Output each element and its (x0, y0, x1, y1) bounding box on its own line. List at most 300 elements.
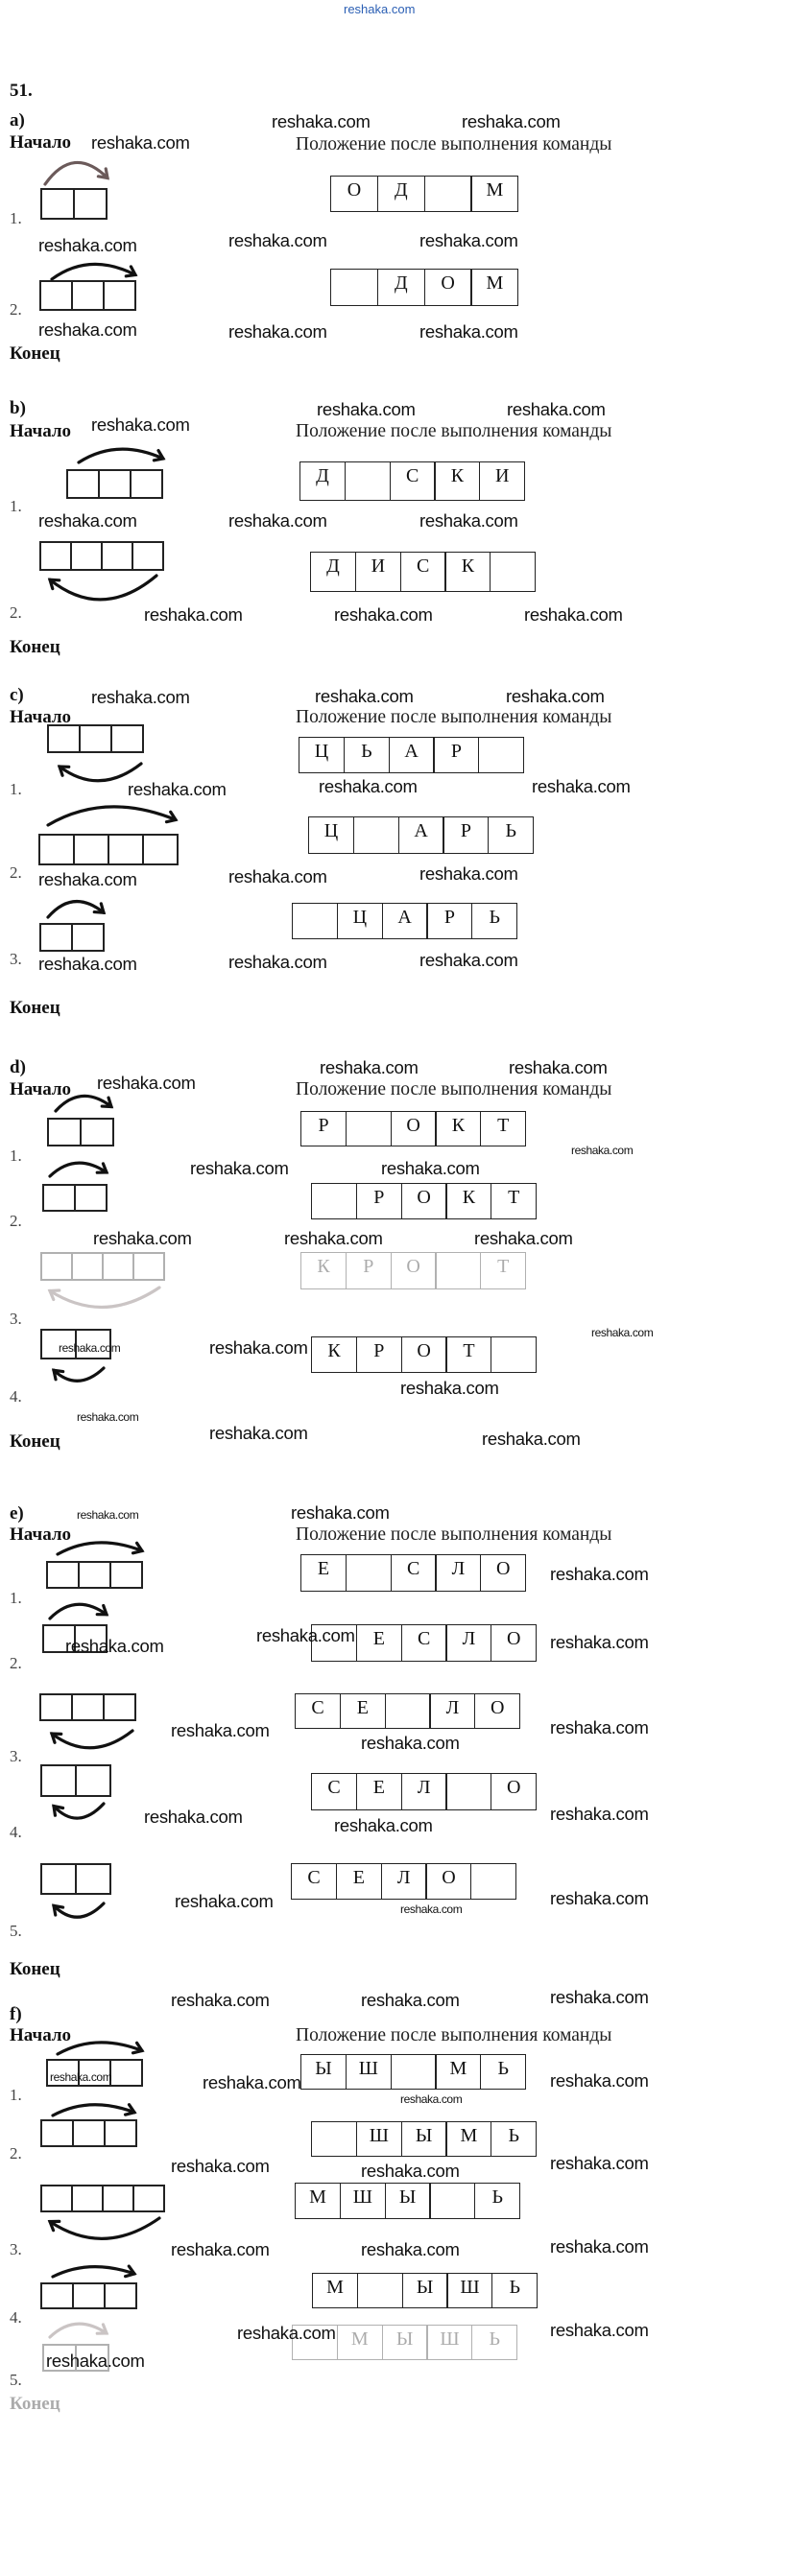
command-cells (42, 2344, 109, 2372)
result-cell: О (391, 1111, 437, 1146)
watermark: reshaka.com (91, 414, 190, 435)
result-cell: М (470, 176, 518, 212)
result-cell (346, 1554, 392, 1592)
arrow-curve (58, 2043, 142, 2054)
result-cell: Ы (382, 2325, 428, 2360)
curved-left-arrow-icon (50, 1804, 106, 1820)
command-cell (103, 1693, 136, 1721)
watermark: reshaka.com (474, 1228, 573, 1248)
command-cell (80, 1118, 114, 1146)
end-label: Конец (10, 998, 60, 1018)
curved-left-arrow-icon (46, 576, 158, 603)
watermark: reshaka.com (571, 1144, 634, 1157)
result-cells (295, 1693, 520, 1729)
watermark: reshaka.com (144, 604, 243, 625)
command-cell (102, 2185, 134, 2212)
watermark: reshaka.com (46, 2351, 145, 2371)
watermark: reshaka.com (361, 1990, 460, 2010)
curved-right-arrow-icon (77, 447, 166, 462)
curved-right-arrow-icon (46, 899, 107, 917)
result-cell: Ь (491, 2121, 537, 2157)
row-number: 1. (10, 780, 22, 798)
row-number: 1. (10, 2086, 22, 2104)
result-cell: Ь (471, 903, 517, 939)
command-cell (47, 1118, 82, 1146)
result-cell: Р (356, 1183, 402, 1219)
result-cell: К (444, 552, 491, 592)
result-cell: Ы (385, 2183, 431, 2219)
command-cell (40, 1764, 77, 1797)
site-link[interactable]: reshaka.com (344, 2, 416, 16)
end-label: Конец (10, 1431, 60, 1452)
row-number: 4. (10, 1387, 22, 1406)
command-cell (40, 188, 75, 220)
result-cell: С (390, 461, 436, 501)
result-heading: Положение после выполнения команды (296, 1079, 612, 1099)
command-cell (110, 724, 144, 753)
watermark: reshaka.com (77, 1410, 139, 1424)
command-cells (40, 1329, 111, 1359)
command-cell (66, 469, 100, 499)
result-cell: Д (299, 461, 346, 501)
watermark: reshaka.com (506, 686, 605, 706)
watermark: reshaka.com (550, 1987, 649, 2007)
curved-left-arrow-icon (56, 764, 143, 783)
result-cell: Е (336, 1863, 382, 1900)
command-cell (104, 2282, 137, 2309)
result-cell: Д (377, 269, 425, 306)
result-cell: С (391, 1554, 437, 1592)
command-cells (46, 1561, 143, 1589)
result-cells (300, 1252, 526, 1289)
curved-left-arrow-icon (50, 1368, 106, 1383)
command-cell (75, 1764, 111, 1797)
result-cell (330, 269, 378, 306)
result-cell: Ш (446, 2273, 492, 2308)
watermark: reshaka.com (319, 776, 418, 796)
result-cell: О (401, 1183, 447, 1219)
result-cell (345, 461, 391, 501)
watermark: reshaka.com (209, 1423, 308, 1443)
result-cell (470, 1863, 516, 1900)
result-cell (311, 2121, 357, 2157)
row-number: 4. (10, 1823, 22, 1841)
section-label: a) (10, 110, 25, 130)
result-cell: Л (429, 1693, 475, 1729)
command-cell (71, 923, 105, 952)
row-number: 5. (10, 2371, 22, 2389)
result-cell: Л (445, 1624, 491, 1662)
command-cell (40, 1252, 73, 1281)
command-cell (71, 280, 105, 311)
result-cell: А (389, 737, 435, 773)
command-cells (40, 188, 108, 220)
result-cell: Ь (471, 2325, 517, 2360)
arrow-curve (50, 1288, 159, 1307)
curved-right-arrow-icon (51, 2103, 137, 2115)
command-cell (39, 280, 73, 311)
command-cell (40, 2119, 74, 2147)
end-label: Конец (10, 1959, 60, 1979)
watermark: reshaka.com (334, 1815, 433, 1835)
result-cell: Т (480, 1111, 526, 1146)
command-cell (39, 1693, 73, 1721)
result-cell: Ш (426, 2325, 472, 2360)
result-cell (445, 1773, 491, 1810)
command-cells (39, 541, 164, 571)
command-cells (47, 1118, 114, 1146)
arrow-curve (53, 2267, 134, 2277)
watermark: reshaka.com (550, 1632, 649, 1652)
command-cell (42, 1184, 76, 1212)
section-label: d) (10, 1057, 26, 1077)
result-cell: М (312, 2273, 358, 2308)
arrow-curve (56, 1096, 111, 1111)
curved-right-arrow-icon (54, 1094, 114, 1111)
command-cell (40, 2185, 73, 2212)
result-heading: Положение после выполнения команды (296, 421, 612, 441)
end-label: Конец (10, 2394, 60, 2414)
result-cell: Ь (491, 2273, 538, 2308)
watermark: reshaka.com (550, 1717, 649, 1737)
result-cell (385, 1693, 431, 1729)
watermark: reshaka.com (272, 111, 371, 131)
arrow-curve (53, 2105, 134, 2115)
result-cell (311, 1624, 357, 1662)
result-cell: М (470, 269, 518, 306)
watermark: reshaka.com (209, 1337, 308, 1358)
result-cell: Р (356, 1336, 402, 1373)
command-cells (40, 1863, 111, 1895)
result-cell (435, 1252, 481, 1289)
curved-right-arrow-icon (56, 1541, 145, 1554)
result-cell (429, 2183, 475, 2219)
watermark: reshaka.com (550, 2153, 649, 2173)
row-number: 3. (10, 2240, 22, 2258)
arrow-curve (50, 1163, 107, 1176)
watermark: reshaka.com (462, 111, 561, 131)
result-cells (311, 1773, 537, 1810)
result-cell: Ь (344, 737, 390, 773)
watermark: reshaka.com (509, 1057, 608, 1077)
result-cell: Р (426, 903, 472, 939)
curved-left-arrow-icon (46, 1288, 161, 1310)
result-cell (424, 176, 472, 212)
curved-right-arrow-icon (56, 2041, 145, 2054)
result-cells (311, 1336, 537, 1373)
start-label: Начало (10, 421, 72, 441)
result-cell: С (295, 1693, 341, 1729)
command-cell (132, 541, 164, 571)
end-label: Конец (10, 637, 60, 657)
result-cell: Р (443, 816, 489, 854)
watermark: reshaka.com (532, 776, 631, 796)
watermark: reshaka.com (97, 1073, 196, 1093)
command-cells (42, 1184, 108, 1212)
command-cell (102, 1252, 134, 1281)
result-cell (490, 552, 536, 592)
curved-right-arrow-icon (46, 804, 179, 825)
row-number: 2. (10, 603, 22, 622)
command-cell (40, 1863, 77, 1895)
result-cell: Ь (480, 2054, 526, 2090)
result-cell: Ы (402, 2273, 448, 2308)
watermark: reshaka.com (317, 399, 416, 419)
arrow-curve (50, 2324, 107, 2337)
end-label: Конец (10, 343, 60, 364)
command-cell (39, 923, 73, 952)
result-cell: О (474, 1693, 520, 1729)
result-cell: Т (491, 1183, 537, 1219)
start-label: Начало (10, 1079, 72, 1099)
watermark: reshaka.com (228, 952, 327, 972)
watermark: reshaka.com (550, 2070, 649, 2091)
command-cell (74, 1184, 108, 1212)
command-cell (71, 1693, 105, 1721)
command-cell (72, 2119, 106, 2147)
result-cells (300, 1554, 526, 1592)
result-cell: О (401, 1336, 447, 1373)
result-cell: К (435, 1111, 481, 1146)
command-cells (39, 923, 105, 952)
command-cell (40, 2282, 74, 2309)
result-cell: М (337, 2325, 383, 2360)
watermark: reshaka.com (77, 1508, 139, 1522)
result-cell: Д (377, 176, 425, 212)
watermark: reshaka.com (400, 2092, 463, 2106)
result-cells (295, 2183, 520, 2219)
watermark: reshaka.com (419, 230, 518, 250)
result-heading: Положение после выполнения команды (296, 134, 612, 154)
watermark: reshaka.com (419, 510, 518, 531)
command-cell (73, 834, 109, 865)
curved-left-arrow-icon (48, 1731, 134, 1750)
command-cells (46, 2059, 143, 2087)
watermark: reshaka.com (550, 1804, 649, 1824)
command-cell (46, 2059, 80, 2087)
result-cell: С (400, 552, 446, 592)
row-number: 1. (10, 1589, 22, 1607)
command-cell (75, 1329, 111, 1359)
exercise-number: 51. (10, 81, 33, 101)
watermark: reshaka.com (128, 779, 227, 799)
result-cell (478, 737, 524, 773)
arrow-curve (50, 1604, 107, 1619)
command-cell (130, 469, 163, 499)
watermark: reshaka.com (171, 2156, 270, 2176)
watermark: reshaka.com (291, 1502, 390, 1523)
command-cell (98, 469, 132, 499)
command-cells (66, 469, 163, 499)
watermark: reshaka.com (171, 1990, 270, 2010)
watermark: reshaka.com (419, 321, 518, 342)
watermark: reshaka.com (315, 686, 414, 706)
watermark: reshaka.com (334, 604, 433, 625)
result-cell: Ц (308, 816, 354, 854)
result-cell: Т (480, 1252, 526, 1289)
curved-left-arrow-icon (46, 2218, 161, 2241)
result-cell (292, 2325, 338, 2360)
result-cell: С (291, 1863, 337, 1900)
result-cell (391, 2054, 437, 2090)
result-cell: Ш (340, 2183, 386, 2219)
command-cell (104, 2119, 137, 2147)
result-cell: К (434, 461, 480, 501)
result-cells (311, 2121, 537, 2157)
watermark: reshaka.com (419, 863, 518, 884)
arrow-curve (60, 764, 141, 781)
result-cell: А (382, 903, 428, 939)
result-cell: И (355, 552, 401, 592)
command-cell (42, 1624, 76, 1653)
command-cells (40, 1764, 111, 1797)
result-cell: И (479, 461, 525, 501)
row-number: 5. (10, 1922, 22, 1940)
result-cell: Ь (474, 2183, 520, 2219)
watermark: reshaka.com (228, 321, 327, 342)
command-cells (47, 724, 144, 753)
command-cell (75, 2344, 109, 2372)
arrow-curve (48, 807, 176, 825)
curved-right-arrow-icon (48, 1602, 109, 1619)
result-cell: Р (433, 737, 479, 773)
command-cell (79, 724, 112, 753)
result-cells (299, 737, 524, 773)
result-cells (291, 1863, 516, 1900)
result-cell: О (491, 1624, 537, 1662)
result-cell (357, 2273, 403, 2308)
watermark: reshaka.com (91, 132, 190, 153)
arrow-curve (52, 264, 135, 279)
command-cells (39, 1693, 136, 1721)
row-number: 3. (10, 950, 22, 968)
arrow-curve (45, 162, 108, 184)
watermark: reshaka.com (203, 2072, 301, 2092)
command-cell (39, 541, 72, 571)
row-number: 1. (10, 209, 22, 227)
section-label: e) (10, 1503, 24, 1524)
row-number: 3. (10, 1310, 22, 1328)
watermark: reshaka.com (284, 1228, 383, 1248)
result-cell: Ы (300, 2054, 347, 2090)
command-cell (70, 541, 103, 571)
result-cell: Е (356, 1773, 402, 1810)
command-cell (132, 2185, 165, 2212)
watermark: reshaka.com (256, 1625, 355, 1645)
result-cells (311, 1624, 537, 1662)
result-cell: М (445, 2121, 491, 2157)
watermark: reshaka.com (38, 319, 137, 340)
result-cell: О (480, 1554, 526, 1592)
result-cell: О (491, 1773, 537, 1810)
command-cell (109, 2059, 143, 2087)
watermark: reshaka.com (190, 1158, 289, 1178)
result-cell: С (401, 1624, 447, 1662)
command-cell (78, 2059, 111, 2087)
row-number: 2. (10, 1212, 22, 1230)
arrow-curve (48, 902, 104, 917)
start-label: Начало (10, 707, 72, 727)
command-cell (73, 188, 108, 220)
result-cell: Р (346, 1252, 392, 1289)
row-number: 2. (10, 863, 22, 882)
result-cells (299, 461, 525, 501)
result-cells (292, 903, 517, 939)
curved-right-arrow-icon (43, 159, 110, 184)
arrow-curve (58, 1543, 142, 1554)
row-number: 2. (10, 2144, 22, 2162)
result-heading: Положение после выполнения команды (296, 2025, 612, 2045)
command-cells (40, 2282, 137, 2309)
arrow-curve (54, 1804, 104, 1818)
result-cells (330, 269, 518, 306)
section-label: f) (10, 2004, 22, 2024)
result-cell: К (445, 1183, 491, 1219)
result-cell (353, 816, 399, 854)
result-cell: Д (310, 552, 356, 592)
arrow-curve (50, 576, 156, 600)
arrow-curve (79, 449, 163, 462)
result-cell: Ц (299, 737, 345, 773)
row-number: 2. (10, 1654, 22, 1672)
command-cell (47, 724, 81, 753)
watermark: reshaka.com (381, 1158, 480, 1178)
watermark: reshaka.com (171, 1720, 270, 1740)
watermark: reshaka.com (591, 1326, 654, 1339)
watermark: reshaka.com (50, 2070, 112, 2084)
command-cell (109, 1561, 143, 1589)
row-number: 1. (10, 497, 22, 515)
result-cell: К (311, 1336, 357, 1373)
result-cell: М (295, 2183, 341, 2219)
arrow-curve (50, 2218, 159, 2238)
result-cells (300, 2054, 526, 2090)
command-cell (71, 1252, 104, 1281)
watermark: reshaka.com (320, 1057, 419, 1077)
start-label: Начало (10, 1524, 72, 1545)
result-cells (292, 2325, 517, 2360)
result-cell: Е (356, 1624, 402, 1662)
command-cell (142, 834, 179, 865)
watermark: reshaka.com (38, 235, 137, 255)
command-cells (38, 834, 179, 865)
result-cell: Ы (401, 2121, 447, 2157)
watermark: reshaka.com (361, 1733, 460, 1753)
curved-right-arrow-icon (50, 262, 138, 279)
command-cell (71, 2185, 104, 2212)
watermark: reshaka.com (144, 1807, 243, 1827)
command-cell (40, 1329, 77, 1359)
command-cell (72, 2282, 106, 2309)
result-cell: Ь (488, 816, 534, 854)
watermark: reshaka.com (93, 1228, 192, 1248)
row-number: 4. (10, 2308, 22, 2327)
command-cells (39, 280, 136, 311)
watermark: reshaka.com (550, 1564, 649, 1584)
result-cell: Л (435, 1554, 481, 1592)
row-number: 3. (10, 1747, 22, 1765)
watermark: reshaka.com (171, 2239, 270, 2259)
result-cell: Ш (346, 2054, 392, 2090)
result-cells (310, 552, 536, 592)
watermark: reshaka.com (361, 2239, 460, 2259)
result-cell: Ш (356, 2121, 402, 2157)
watermark: reshaka.com (400, 1902, 463, 1916)
result-cells (308, 816, 534, 854)
command-cell (78, 1561, 111, 1589)
command-cell (38, 834, 75, 865)
command-cells (40, 2185, 165, 2212)
